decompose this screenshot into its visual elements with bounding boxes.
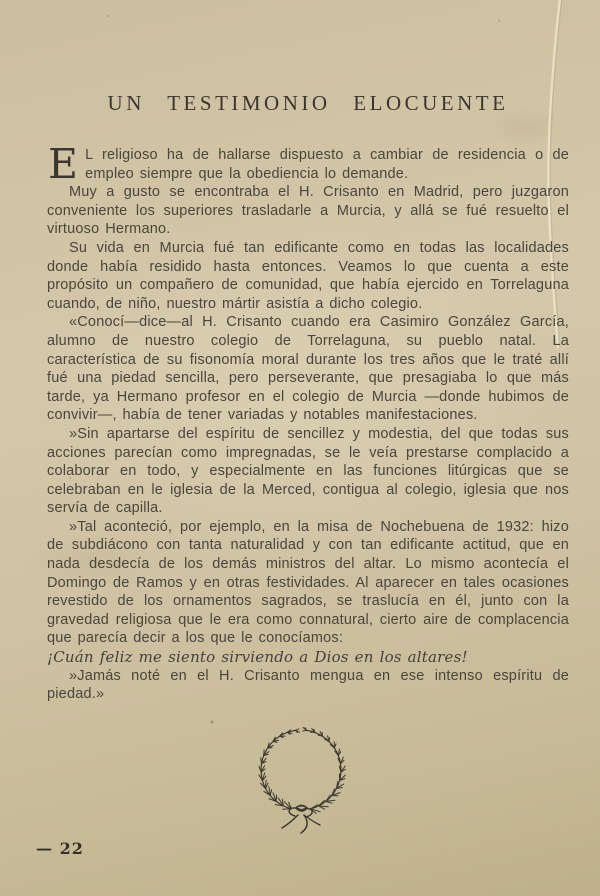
paragraph xyxy=(47,140,569,188)
page-number: — 22 xyxy=(36,839,84,858)
paragraph: »Sin apartarse del espíritu de sencillez y modestia, del que todas sus acciones parecían como impregnadas, se le veía prestarse complacido a colaborar en todo, y especialmente en las funciones litúrgicas que se celebraban en le iglesia de la Merced, contigua al colegio, iglesia que nos servía de capilla. xyxy=(47,425,569,517)
paragraph: Muy a gusto se encontraba el H. Crisanto en Madrid, pero juzgaron conveniente los superiores trasladarle a Murcia, y allá se fué resuelto el virtuoso Hermano. xyxy=(47,184,569,238)
laurel-wreath-icon xyxy=(243,716,363,848)
paragraph: «Conocí—dice—al H. Crisanto cuando era Casimiro González García, alumno de nuestro colegio de Torrelaguna, su pueblo natal. La característica de su fisonomía moral durante los tres años que le traté allí fué una piedad sencilla, pero perseverante, que presagiaba lo que más tarde, ya Hermano profesor en el colegio de Murcia —donde hubimos de convivir—, había de tener variadas y notables manifestaciones. xyxy=(47,314,569,424)
paragraph-text: L religioso ha de hallarse dispuesto a cambiar de residencia o de empleo siempre que la obediencia lo demande. xyxy=(85,147,569,182)
paragraph: »Tal aconteció, por ejemplo, en la misa de Nochebuena de 1932: hizo de subdiácono con tanta naturalidad y con tan edificante actitud, que en nada desdecía de los demás ministros del altar. Lo mismo acontecía el Domingo de Ramos y en otras festividades. Al aparecer en tales ocasiones revestido de los ornamentos sagrados, se traslucía en él, junto con la gravedad religiosa que le era como connatural, cierto aire de complacencia que parecía decir a los que le conocíamos: xyxy=(47,518,569,647)
paragraph: »Jamás noté en el H. Crisanto mengua en ese intenso espíritu de piedad.» xyxy=(47,667,569,703)
quote-line: ¡Cuán feliz me siento sirviendo a Dios en los altares! xyxy=(47,648,468,667)
paragraph: Su vida en Murcia fué tan edificante como en todas las localidades donde había residido hasta entonces. Veamos lo que cuenta a este propósito un compañero de comunidad, que había ejercido en Torrelaguna cuando, de niño, nuestro mártir asistía a dicho colegio. xyxy=(47,239,569,312)
body-text xyxy=(47,140,569,704)
drop-cap: E xyxy=(48,140,79,188)
page-title: UN TESTIMONIO ELOCUENTE xyxy=(107,91,509,115)
